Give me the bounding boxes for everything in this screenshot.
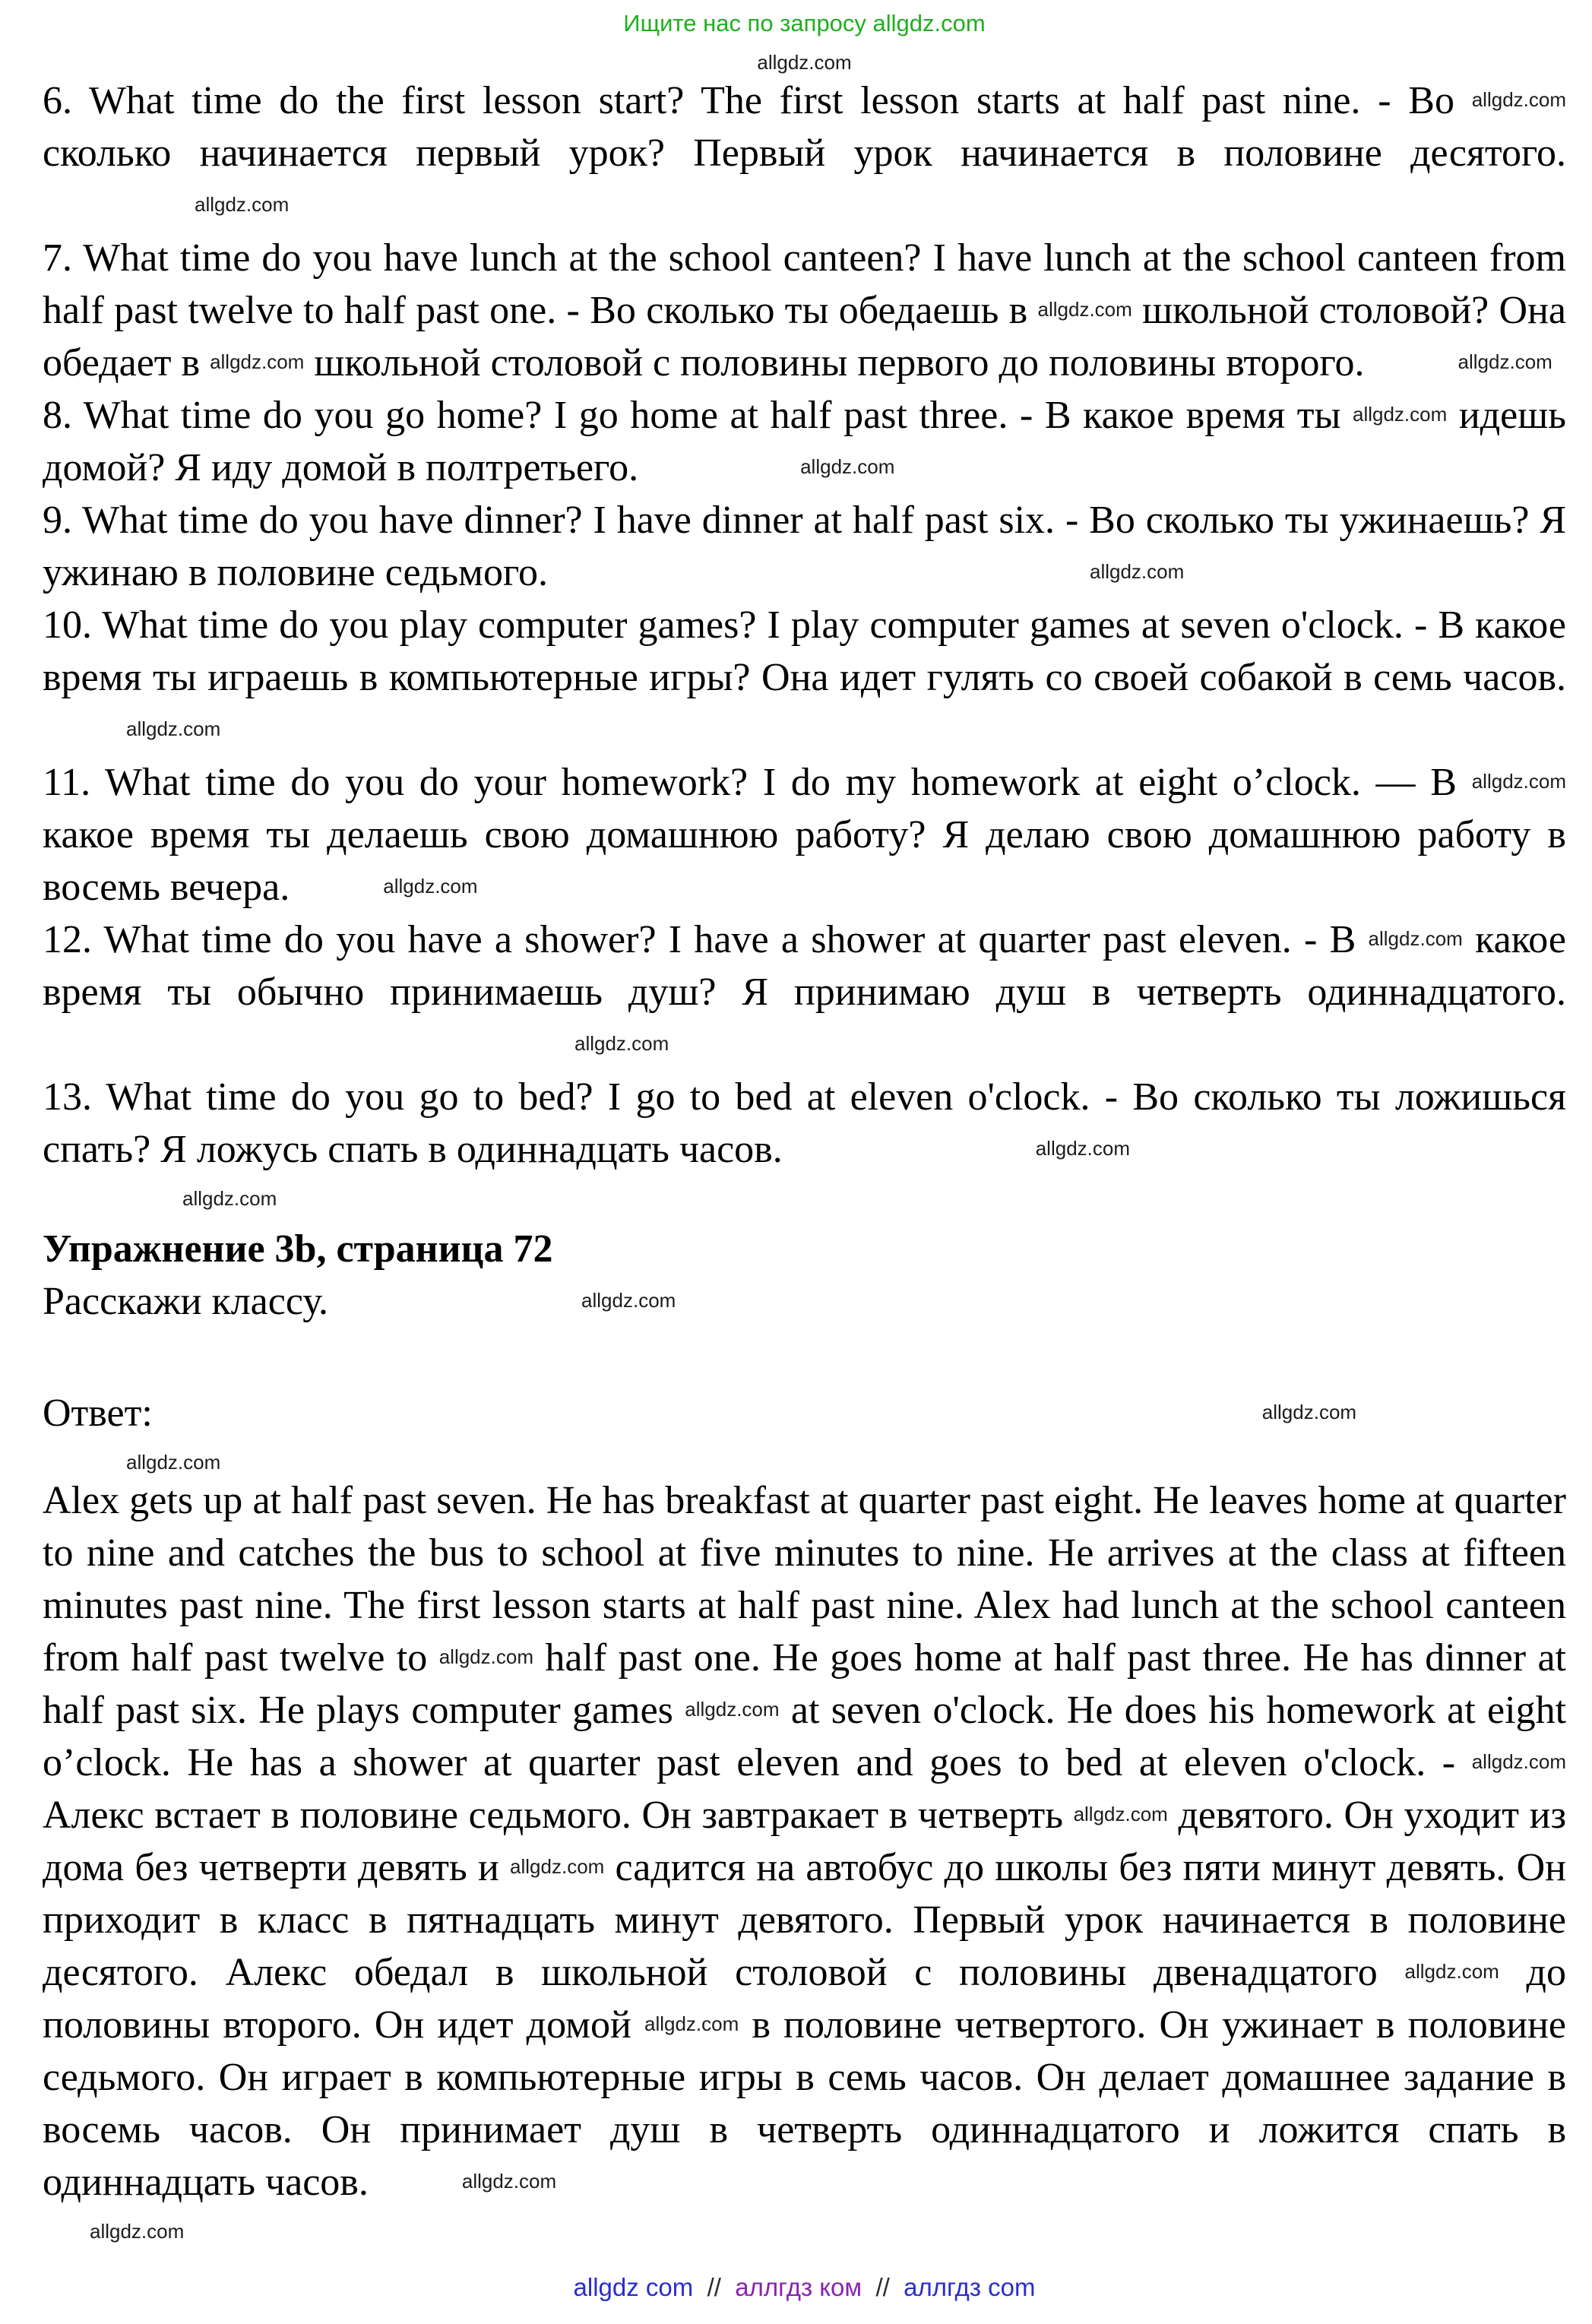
allgdz-watermark: allgdz.com: [510, 1855, 605, 1878]
allgdz-watermark: allgdz.com: [574, 1032, 669, 1055]
watermark-line: [182, 1176, 1566, 1211]
allgdz-watermark: allgdz.com: [1035, 1137, 1130, 1160]
qa-paragraph-7: 7. What time do you have lunch at the school canteen? I have lunch at the school canteen from half past twelve to half past one. - Во сколько ты обедаешь в allgdz.com школьной столовой? Она обедает в allgdz.com школьной столовой с половины первого до половины второго. allgdz.com: [43, 236, 1567, 385]
allgdz-watermark: allgdz.com: [126, 717, 221, 740]
qa-paragraph-13: 13. What time do you go to bed? I go to bed at eleven o'clock. - Во сколько ты ложишься спать? Я ложусь спать в одиннадцать часов. allgdz.com: [43, 1075, 1566, 1171]
allgdz-watermark: allgdz.com: [90, 2220, 185, 2243]
allgdz-watermark: allgdz.com: [644, 2012, 739, 2035]
qa-paragraph-10: 10. What time do you play computer games? I play computer games at seven o'clock. - В какое время ты играешь в компьютерные игры? Она идет гулять со своей собакой в семь часов. allgdz.com: [43, 603, 1566, 740]
allgdz-watermark: allgdz.com: [1073, 1803, 1168, 1825]
footer-link-allgdz-com: allgdz com: [573, 2273, 694, 2301]
allgdz-watermark: allgdz.com: [1352, 403, 1448, 426]
allgdz-watermark: allgdz.com: [383, 875, 478, 898]
qa-paragraph-12: 12. What time do you have a shower? I have a shower at quarter past eleven. - В allgdz.com какое время ты обычно принимаешь душ? Я принимаю душ в четверть одиннадцатого. allgdz.com: [43, 918, 1566, 1055]
footer-separator: //: [707, 2273, 721, 2301]
qa-paragraph-11: 11. What time do you do your homework? I do my homework at eight o’clock. — В allgdz.com какое время ты делаешь свою домашнюю работу? Я делаю свою домашнюю работу в восемь вечера. allgdz.com: [43, 761, 1566, 909]
document-content: [43, 40, 1566, 2243]
footer-links: [43, 2271, 1566, 2304]
allgdz-watermark: allgdz.com: [1471, 1750, 1566, 1773]
allgdz-watermark: allgdz.com: [1368, 927, 1463, 950]
watermark-line: [90, 2208, 1566, 2243]
allgdz-watermark: allgdz.com: [461, 2170, 557, 2193]
answer-label: Ответ: allgdz.com: [43, 1392, 1357, 1435]
watermark-line: [126, 1439, 1566, 1474]
promo-banner: Ищите нас по запросу allgdz.com: [623, 10, 986, 36]
allgdz-watermark: allgdz.com: [210, 350, 305, 373]
footer-link-allgdz-com-ru: аллгдз com: [904, 2273, 1036, 2301]
allgdz-watermark: allgdz.com: [1404, 1960, 1499, 1983]
qa-paragraph-9: 9. What time do you have dinner? I have dinner at half past six. - Во сколько ты ужинаешь? Я ужинаю в половине седьмого. allgdz.com: [43, 499, 1566, 594]
answer-paragraph: Alex gets up at half past seven. He has breakfast at quarter past eight. He leaves home at quarter to nine and catches the bus to school at five minutes to nine. He arrives at the class at fifteen minutes past nine. The first lesson starts at half past nine. Alex had lunch at the school canteen from half past twelve to allgdz.com half past one. He goes home at half past three. He has dinner at half past six. He plays computer games allgdz.com at seven o'clock. He does his homework at eight o’clock. He has a shower at quarter past eleven and goes to bed at eleven o'clock. - allgdz.com Алекс встает в половине седьмого. Он завтракает в четверть allgdz.com девятого. Он уходит из дома без четверти девять и allgdz.com садится на автобус до школы без пяти минут девять. Он приходит в класс в пятнадцать минут девятого. Первый урок начинается в половине десятого. Алекс обедал в школьной столовой с половины двенадцатого allgdz.com до половины второго. Он идет домой allgdz.com в половине четвертого. Он ужинает в половине седьмого. Он играет в компьютерные игры в семь часов. Он делает домашнее задание в восемь часов. Он принимает душ в четверть одиннадцатого и ложится спать в одиннадцать часов. allgdz.com: [43, 1479, 1567, 2204]
allgdz-watermark: allgdz.com: [1037, 298, 1132, 321]
exercise-heading: Упражнение 3b, страница 72: [43, 1227, 553, 1271]
allgdz-watermark: allgdz.com: [1261, 1401, 1357, 1423]
allgdz-watermark: allgdz.com: [1089, 560, 1185, 583]
allgdz-watermark: allgdz.com: [1457, 350, 1552, 373]
instruction-line: Расскажи классу. allgdz.com: [43, 1280, 676, 1323]
footer-separator: //: [875, 2273, 890, 2301]
allgdz-watermark: allgdz.com: [757, 51, 852, 74]
allgdz-watermark: allgdz.com: [438, 1645, 533, 1668]
allgdz-watermark: allgdz.com: [581, 1289, 676, 1312]
footer-link-allgdz-kom: аллгдз ком: [735, 2273, 862, 2301]
allgdz-watermark: allgdz.com: [800, 455, 895, 478]
allgdz-watermark: allgdz.com: [1471, 770, 1566, 793]
allgdz-watermark: allgdz.com: [685, 1698, 780, 1721]
qa-paragraph-8: 8. What time do you go home? I go home at half past three. - В какое время ты allgdz.com идешь домой? Я иду домой в полтретьего. allgdz.com: [43, 394, 1566, 489]
allgdz-watermark: allgdz.com: [195, 193, 290, 216]
allgdz-watermark: allgdz.com: [126, 1451, 221, 1474]
watermark-line: [43, 40, 1566, 74]
qa-paragraph-6: 6. What time do the first lesson start? The first lesson starts at half past nine. - Во allgdz.com сколько начинается первый урок? Первый урок начинается в половине десятого. allgdz.com: [43, 79, 1566, 216]
allgdz-watermark: allgdz.com: [1471, 88, 1566, 111]
allgdz-watermark: allgdz.com: [182, 1187, 277, 1210]
